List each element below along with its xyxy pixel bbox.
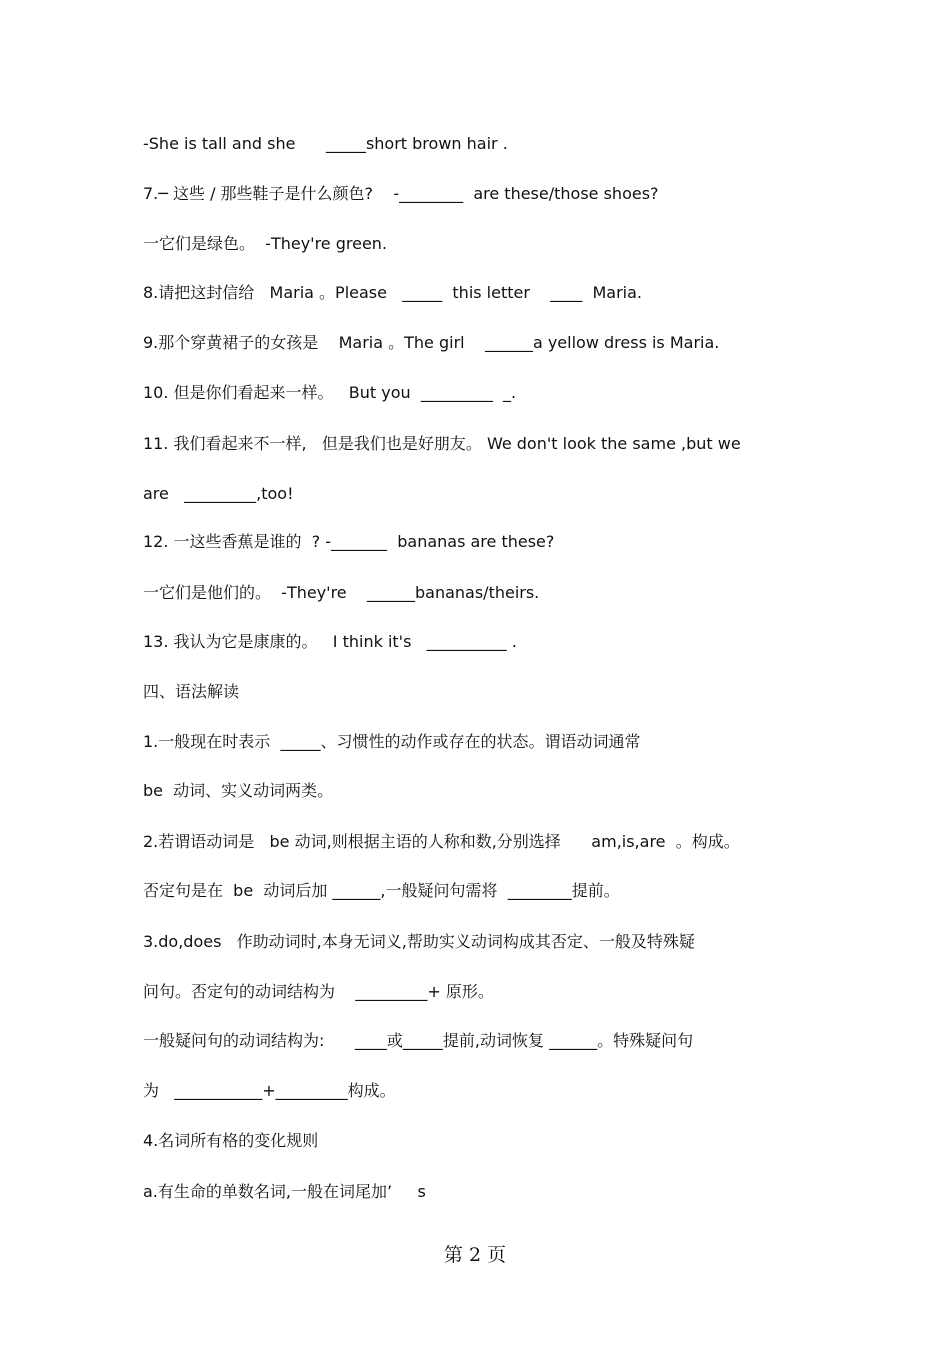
line-g3-question: 一般疑问句的动词结构为: ____或_____提前,动词恢复 ______。特殊疑问句	[143, 1031, 694, 1050]
section-grammar-heading: 四、语法解读	[143, 682, 240, 701]
line-g4a: a.有生命的单数名词,一般在词尾加’ s	[143, 1182, 426, 1201]
line-q12-answer: 一它们是他们的。 -They're ______bananas/theirs.	[143, 583, 540, 602]
line-q8: 8.请把这封信给 Maria 。Please _____ this letter ____ Maria.	[143, 283, 642, 302]
line-q12: 12. 一这些香蕉是谁的 ? -_______ bananas are these?	[143, 532, 555, 551]
line-g3: 3.do,does 作助动词时,本身无词义,帮助实义动词构成其否定、一般及特殊疑	[143, 932, 695, 951]
line-q11-cont: are _________,too!	[143, 484, 294, 503]
line-q9: 9.那个穿黄裙子的女孩是 Maria 。The girl ______a yellow dress is Maria.	[143, 333, 720, 352]
line-q13: 13. 我认为它是康康的。 I think it's __________ .	[143, 632, 517, 651]
line-g4: 4.名词所有格的变化规则	[143, 1131, 319, 1150]
line-q7-answer: 一它们是绿色。 -They're green.	[143, 234, 388, 253]
line-g3-special: 为 ___________+_________构成。	[143, 1081, 396, 1100]
line-g3-cont: 问句。否定句的动词结构为 _________+ 原形。	[143, 982, 494, 1001]
line-she-is-tall: -She is tall and she _____short brown hair .	[143, 134, 508, 153]
line-g1: 1.一般现在时表示 _____、习惯性的动作或存在的状态。谓语动词通常	[143, 732, 641, 751]
line-q11: 11. 我们看起来不一样, 但是我们也是好朋友。 We don't look the same ,but we	[143, 434, 741, 453]
line-q7: 7.─ 这些 / 那些鞋子是什么颜色? -________ are these/those shoes?	[143, 184, 659, 203]
page-number: 第 2 页	[443, 1244, 507, 1266]
line-g2-cont: 否定句是在 be 动词后加 ______,一般疑问句需将 ________提前。	[143, 881, 620, 900]
line-g1-cont: be 动词、实义动词两类。	[143, 781, 334, 800]
line-q10: 10. 但是你们看起来一样。 But you _________ _.	[143, 383, 517, 402]
line-g2: 2.若谓语动词是 be 动词,则根据主语的人称和数,分别选择 am,is,are 。构成。	[143, 832, 740, 851]
